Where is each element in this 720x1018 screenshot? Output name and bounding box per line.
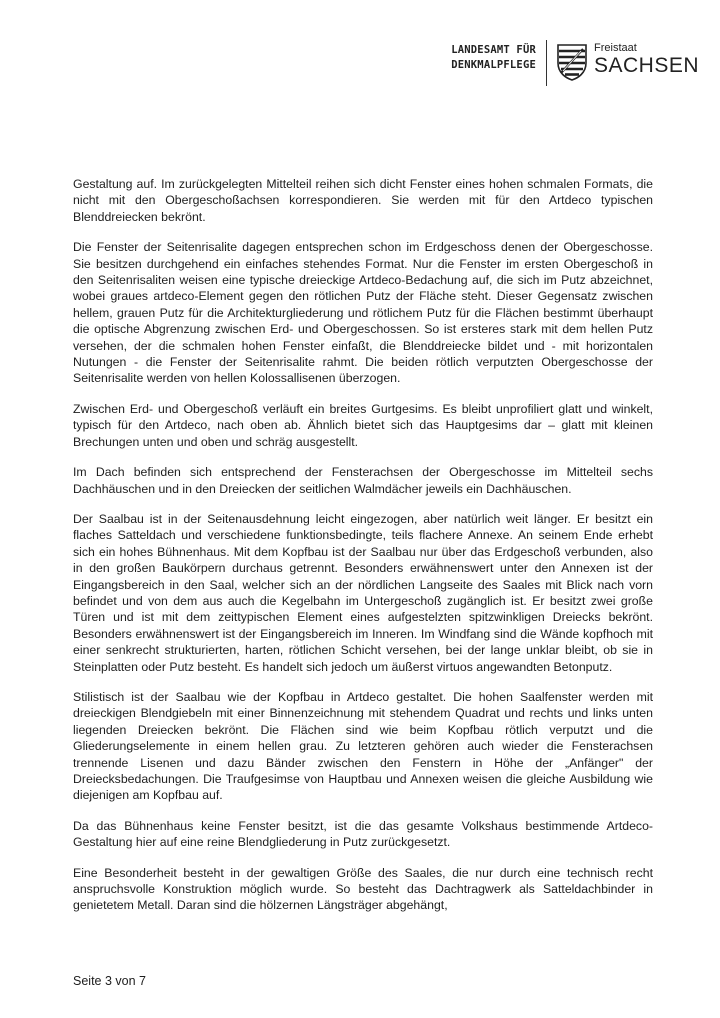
letterhead-divider bbox=[546, 40, 547, 86]
paragraph: Gestaltung auf. Im zurückgelegten Mittelteil reihen sich dicht Fenster eines hohen schmalen Formats, die nicht mit den Obergeschoßachsen korrespondieren. Sie werden mit für den Artdeco typischen Blenddreiecken bekrönt. bbox=[73, 177, 653, 224]
state-name-line2: SACHSEN bbox=[594, 54, 700, 77]
state-name-line1: Freistaat bbox=[594, 42, 637, 54]
paragraph: Die Fenster der Seitenrisalite dagegen entsprechen schon im Erdgeschoss denen der Obergeschosse. Sie besitzen durchgehend ein einfaches stehendes Format. Nur die Fenster im ersten Obergeschoß in den Seitenrisaliten weisen eine typische dreieckige Artdeco-Bedachung auf, die sich im Putz abzeichnet, wobei graues artdeco-Element gegen den rötlichen Putz der Fläche steht. Dieser Gegensatz zwischen hellem, grauen Putz für die Architekturgliederung und rötlichem Putz für die Flächen bestimmt überhaupt die optische Abgrenzung zwischen Erd- und Obergeschossen. So ist ersteres stark mit dem hellen Putz versehen, der die schmalen hohen Fenster einfaßt, die Blenddreiecke bildet und - mit horizontalen Nutungen - die Fenster der Seitenrisalite rahmt. Die beiden rötlich verputzten Obergeschosse der Seitenrisalite werden von hellen Kolossallisenen überzogen. bbox=[73, 240, 653, 386]
paragraph: Eine Besonderheit besteht in der gewaltigen Größe des Saales, die nur durch eine technisch recht anspruchsvolle Konstruktion möglich wurde. So besteht das Dachtragwerk als Satteldachbinder in genietetem Metall. Daran sind die hölzernen Längsträger abgehängt, bbox=[73, 865, 653, 913]
agency-name bbox=[440, 43, 536, 73]
state-name bbox=[594, 42, 699, 77]
paragraph: Da das Bühnenhaus keine Fenster besitzt, ist die das gesamte Volkshaus bestimmende Artdeco-Gestaltung hier auf eine reine Blendgliederung in Putz zurückgesetzt. bbox=[73, 818, 653, 850]
document-body bbox=[73, 176, 653, 928]
page-number: Seite 3 von 7 bbox=[73, 974, 146, 988]
agency-name-line2: DENKMALPFLEGE bbox=[451, 59, 536, 71]
paragraph: Stilistisch ist der Saalbau wie der Kopfbau in Artdeco gestaltet. Die hohen Saalfenster werden mit dreieckigen Blendgiebeln mit einer Binnenzeichnung mit stehendem Quadrat und rechts und links unten liegenden Dreiecken bekrönt. Die Flächen sind wie beim Kopfbau rötlich verputzt und die Gliederungselemente in einem hellen grau. Zu letzteren gehören auch wieder die Fensterachsen trennende Lisenen und dazu Bänder zwischen den Fenstern in Höhe der „Anfänger" der Dreiecksbedachungen. Die Traufgesimse von Hauptbau und Annexen weisen die gleiche Ausbildung wie diejenigen am Kopfbau auf. bbox=[73, 689, 653, 803]
agency-name-line1: LANDESAMT FÜR bbox=[451, 44, 536, 56]
paragraph: Zwischen Erd- und Obergeschoß verläuft ein breites Gurtgesims. Es bleibt unprofiliert glatt und winkelt, typisch für den Artdeco, nach oben ab. Ähnlich bietet sich das Hauptgesims dar – glatt mit kleinen Brechungen unten und oben und schräg ausgestellt. bbox=[73, 401, 653, 449]
paragraph: Im Dach befinden sich entsprechend der Fensterachsen der Obergeschosse im Mittelteil sechs Dachhäuschen und in den Dreiecken der seitlichen Walmdächer jeweils ein Dachhäuschen. bbox=[73, 465, 653, 496]
saxony-coat-of-arms-icon bbox=[556, 43, 588, 81]
letterhead bbox=[440, 40, 700, 88]
paragraph: Der Saalbau ist in der Seitenausdehnung leicht eingezogen, aber natürlich weit länger. Er besitzt ein flaches Satteldach und verschiedene funktionsbedingte, teils flachere Annexe. An seinem Ende erhebt sich ein hohes Bühnenhaus. Mit dem Kopfbau ist der Saalbau nur über das Erdgeschoß verbunden, also in den großen Baukörpern durchaus getrennt. Besonders erwähnenswert unter den Annexen ist der Eingangsbereich in den Saal, welcher sich an der nördlichen Langseite des Saales mit Blick nach vorn befindet und von dem aus auch die Kegelbahn im Untergeschoß zugänglich ist. Er besitzt zwei große Türen und ist mit dem zeittypischen Element eines aufgestelzten spitzwinkligen Dreiecks bekrönt. Besonders erwähnenswert ist der Eingangsbereich im Inneren. Im Windfang sind die Wände kopfhoch mit einer senkrecht strukturierten, harten, rötlichen Schicht versehen, bei der lange unklar bleibt, ob sie in Steinplatten oder Putz besteht. Es handelt sich jedoch um äußerst virtuos angewandten Betonputz. bbox=[73, 511, 653, 674]
